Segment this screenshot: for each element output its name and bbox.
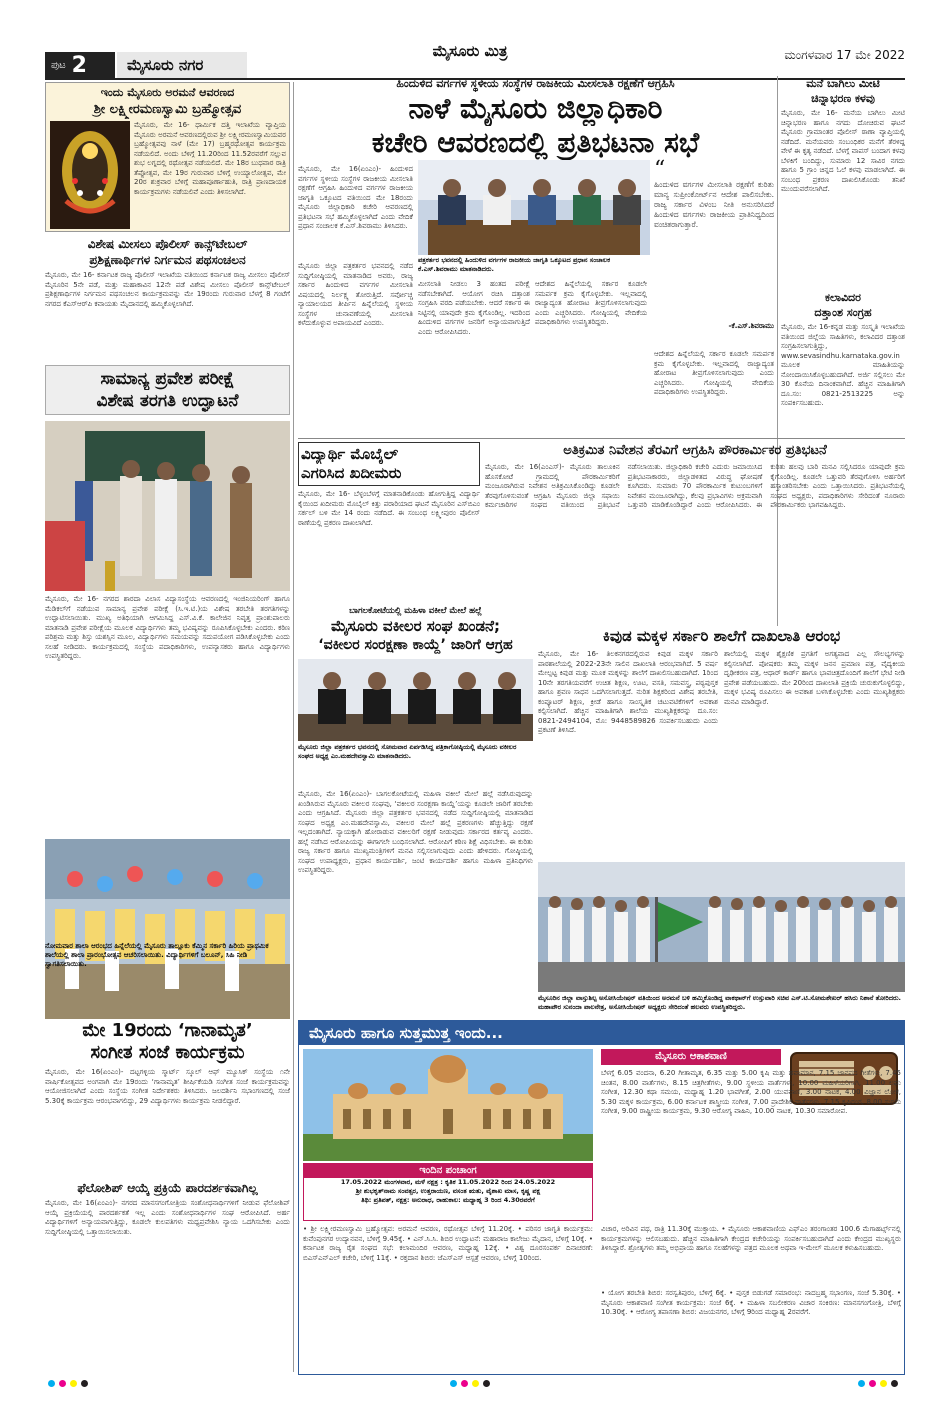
lead-body-3: ಮೀಸಲಾತಿ ನೀಡಲು 3 ಹಂತದ ಪರೀಕ್ಷೆ ನಡೆಸಬೇಕಾಗಿದೆ. ಆಯೋಗ ರಚಿಸಿ ದತ್ತಾಂಶ ಸಂಗ್ರಹಿಸಿ ವರದಿ ಪಡೆಯಬೇಕು. ಆದರೆ ಸರ್ಕಾರ ಈ ನಿಟ್ಟಿನಲ್ಲಿ ಯಾವುದೇ ಕ್ರಮ ಕೈಗೊಂಡಿಲ್ಲ. ಇದರಿಂದ ಹಿಂದುಳಿದ ವರ್ಗಗಳ ಜನರಿಗೆ ಅನ್ಯಾಯವಾಗುತ್ತಿದೆ ಎಂದು ಆರೋಪಿಸಿದರು. bbox=[418, 280, 530, 336]
dot-yellow bbox=[880, 1380, 887, 1387]
temple-kicker: ಇಂದು ಮೈಸೂರು ಅರಮನೆ ಆವರಣದ bbox=[100, 86, 235, 99]
admission-body-2: ಶಾಲೆಯಲ್ಲಿ ಮಕ್ಕಳ ಶೈಕ್ಷಣಿಕ ಪ್ರಗತಿಗೆ ಅಗತ್ಯವಾದ ಎಲ್ಲ ಸೌಲಭ್ಯಗಳನ್ನು ಕಲ್ಪಿಸಲಾಗಿದೆ. ಪೋಷಕರು ತಮ್ಮ ಮಕ್ಕಳ ಜನನ ಪ್ರಮಾಣ ಪತ್ರ, ವೈದ್ಯಕೀಯ ದೃಢೀಕರಣ ಪತ್ರ, ಆಧಾರ್ ಕಾರ್ಡ್ ಹಾಗೂ ಭಾವಚಿತ್ರದೊಂದಿಗೆ ಶಾಲೆಗೆ ಭೇಟಿ ನೀಡಿ ಪ್ರವೇಶ ಪಡೆಯಬಹುದು. ಮೇ 20ರಿಂದ ದಾಖಲಾತಿ ಪ್ರಕ್ರಿಯೆ ಚುರುಕುಗೊಳ್ಳಲಿದ್ದು, ಮಕ್ಕಳ ಭವಿಷ್ಯ ರೂಪಿಸಲು ಈ ಅವಕಾಶ ಬಳಸಿಕೊಳ್ಳಬೇಕು ಎಂದು ಮುಖ್ಯಶಿಕ್ಷಕರು ಮನವಿ ಮಾಡಿದ್ದಾರೆ. bbox=[724, 650, 905, 706]
lawyers-photo bbox=[298, 659, 533, 741]
temple-story bbox=[45, 82, 290, 232]
dot-cyan bbox=[450, 1380, 457, 1387]
music-story bbox=[45, 1020, 290, 1270]
radio-banner: ಮೈಸೂರು ಆಕಾಶವಾಣಿ bbox=[601, 1049, 781, 1065]
lawyers-kicker: ಬಾಗಲಕೋಟೆಯಲ್ಲಿ ಮಹಿಳಾ ವಕೀಲೆ ಮೇಲೆ ಹಲ್ಲೆ bbox=[349, 606, 482, 616]
panchanga-title: ಇಂದಿನ ಪಂಚಾಂಗ bbox=[304, 1164, 592, 1178]
police-body: ಮೈಸೂರು, ಮೇ 16- ಕರ್ನಾಟಕ ರಾಜ್ಯ ಪೊಲೀಸ್ ಇಲಾಖೆಯ ವತಿಯಿಂದ ಕರ್ನಾಟಕ ರಾಜ್ಯ ಮೀಸಲು ಪೊಲೀಸ್ ಮೈಸೂರಿನ 5ನೇ ಪಡೆ, ಮತ್ತು ಮಹಾಕಾವಿನ 12ನೇ ಪಡೆ ವಿಶೇಷ ಮೀಸಲು ಪೊಲೀಸ್ ಕಾನ್ಸ್‌ಟೇಬಲ್ ಪ್ರಶಿಕ್ಷಣಾರ್ಥಿಗಳ ನಿರ್ಗಮನ ಪಥಸಂಚಲನ ಕಾರ್ಯಕ್ರಮವನ್ನು ಮೇ 19ರಂದು ಗುರುವಾರ ಬೆಳಗ್ಗೆ 8 ಗಂಟೆಗೆ ನಗರದ ಕೆಎಸ್‌ಆರ್‌ಪಿ ಕವಾಯತು ಮೈದಾನದಲ್ಲಿ ಹಮ್ಮಿಕೊಳ್ಳಲಾಗಿದೆ. bbox=[45, 271, 290, 308]
pourakarmika-body: ಮೈಸೂರು, ಮೇ 16(ಎಂಎಸ್‌)- ಮೈಸೂರು ತಾಲೂಕಿನ ಹೊಸಕೋಟೆ ಗ್ರಾಮದಲ್ಲಿ ಪೌರಕಾರ್ಮಿಕರಿಗೆ ಮಂಜೂರಾಗಿರುವ ನಿವೇಶನ ಅತಿಕ್ರಮಿಸಿಕೊಂಡಿದ್ದು ಕೂಡಲೇ ತೆರವುಗೊಳಿಸುವಂತೆ ಆಗ್ರಹಿಸಿ ಮೈಸೂರು ಜಿಲ್ಲಾ ಸಫಾಯಿ ಕರ್ಮಚಾರಿಗಳ ಸಂಘದ ವತಿಯಿಂದ ಪ್ರತಿಭಟನೆ ನಡೆಸಲಾಯಿತು. ಜಿಲ್ಲಾಧಿಕಾರಿ ಕಚೇರಿ ಎದುರು ಜಮಾಯಿಸಿದ ಪ್ರತಿಭಟನಾಕಾರರು, ಜಿಲ್ಲಾಡಳಿತದ ವಿರುದ್ಧ ಘೋಷಣೆ ಕೂಗಿದರು. ಸುಮಾರು 70 ಪೌರಕಾರ್ಮಿಕ ಕುಟುಂಬಗಳಿಗೆ ನಿವೇಶನ ಮಂಜೂರಾಗಿದ್ದು, ಕೆಲವು ಪ್ರಭಾವಿಗಳು ಅಕ್ರಮವಾಗಿ ಒತ್ತುವರಿ ಮಾಡಿಕೊಂಡಿದ್ದಾರೆ ಎಂದು ಆರೋಪಿಸಿದರು. ಈ ಕುರಿತು ಹಲವು ಬಾರಿ ಮನವಿ ಸಲ್ಲಿಸಿದರೂ ಯಾವುದೇ ಕ್ರಮ ಕೈಗೊಂಡಿಲ್ಲ. ಕೂಡಲೇ ಒತ್ತುವರಿ ತೆರವುಗೊಳಿಸಿ ಅರ್ಹರಿಗೆ ಹಸ್ತಾಂತರಿಸಬೇಕು ಎಂದು ಒತ್ತಾಯಿಸಿದರು. ಪ್ರತಿಭಟನೆಯಲ್ಲಿ ಸಂಘದ ಅಧ್ಯಕ್ಷರು, ಪದಾಧಿಕಾರಿಗಳು ಸೇರಿದಂತೆ ನೂರಾರು ಪೌರಕಾರ್ಮಿಕರು ಭಾಗವಹಿಸಿದ್ದರು. bbox=[485, 463, 905, 509]
section-label: ಮೈಸೂರು ನಗರ bbox=[117, 52, 247, 78]
school-photo bbox=[45, 839, 290, 1019]
fellowship-headline: ಫೆಲೋಶಿಪ್ ಆಯ್ಕೆ ಪ್ರಕ್ರಿಯೆ ಪಾರದರ್ಶಕವಾಗಿಲ್ಲ bbox=[77, 1181, 258, 1195]
admission-headline: ಕಿವುಡ ಮಕ್ಕಳ ಸರ್ಕಾರಿ ಶಾಲೆಗೆ ದಾಖಲಾತಿ ಆರಂಭ bbox=[602, 627, 841, 645]
panchanga-line-3: ತಿಥಿ: ಪ್ರತಿಪತ್, ನಕ್ಷತ್ರ: ಅನುರಾಧ, ರಾಹುಕಾಲ: ಮಧ್ಯಾಹ್ನ 3 ರಿಂದ 4.30ರವರೆಗೆ bbox=[361, 1196, 535, 1204]
police-headline-2: ಪ್ರಶಿಕ್ಷಣಾರ್ಥಿಗಳ ನಿರ್ಗಮನ ಪಥಸಂಚಲನ bbox=[89, 253, 246, 267]
lawyers-headline-1: ಮೈಸೂರು ವಕೀಲರ ಸಂಘ ಖಂಡನೆ; bbox=[331, 617, 500, 635]
lawyers-headline-2: ‘ವಕೀಲರ ಸಂರಕ್ಷಣಾ ಕಾಯ್ದೆ’ ಜಾರಿಗೆ ಆಗ್ರಹ bbox=[318, 637, 513, 653]
lead-body-4: ಆದೇಶದ ಹಿನ್ನೆಲೆಯಲ್ಲಿ ಸರ್ಕಾರ ಕೂಡಲೇ ಸಮರ್ಪಕ ಕ್ರಮ ಕೈಗೊಳ್ಳಬೇಕು. ಇಲ್ಲವಾದಲ್ಲಿ ರಾಜ್ಯಾದ್ಯಂತ ಹೋರಾಟ ತೀವ್ರಗೊಳಿಸಲಾಗುವುದು ಎಂದು ಎಚ್ಚರಿಸಿದರು. ಗೋಷ್ಠಿಯಲ್ಲಿ ವೇದಿಕೆಯ ಪದಾಧಿಕಾರಿಗಳು ಉಪಸ್ಥಿತರಿದ್ದರು. bbox=[535, 280, 647, 326]
dot-black bbox=[891, 1380, 898, 1387]
lead-headline-2: ಕಚೇರಿ ಆವರಣದಲ್ಲಿ ಪ್ರತಿಭಟನಾ ಸಭೆ bbox=[371, 126, 700, 159]
artists-story bbox=[781, 290, 905, 425]
pourakarmika-headline: ಅತಿಕ್ರಮಿತ ನಿವೇಶನ ತೆರವಿಗೆ ಆಗ್ರಹಿಸಿ ಪೌರಕಾರ್ಮಿಕರ ಪ್ರತಿಭಟನೆ bbox=[563, 443, 827, 458]
exam-story bbox=[45, 365, 290, 1035]
dot-yellow bbox=[70, 1380, 77, 1387]
paper-name: ಮೈಸೂರು ಮಿತ್ರ bbox=[432, 42, 508, 60]
masthead bbox=[45, 42, 905, 78]
mobile-headline-2: ಎಗರಿಸಿದ ಖದೀಮರು bbox=[301, 464, 402, 482]
music-body: ಮೈಸೂರು, ಮೇ 16(ಏಂಎಂ)- ದಟ್ಟಗಳ್ಳಿಯ ಸ್ಮಾರ್ಟ್ ಸ್ಕೂಲ್ ಆಫ್ ಮ್ಯೂಸಿಕ್ ಸಂಸ್ಥೆಯ ೧ನೇ ವಾರ್ಷಿಕೋತ್ಸವದ ಅಂಗವಾಗಿ ಮೇ 19ರಂದು ‘ಗಾನಾಮೃತ’ ಶೀರ್ಷಿಕೆಯಡಿ ಸಂಗೀತ ಸಂಜೆ ಕಾರ್ಯಕ್ರಮವನ್ನು ಆಯೋಜಿಸಲಾಗಿದೆ ಎಂದು ಸಂಸ್ಥೆಯ ಸಂಗೀತ ನಿರ್ದೇಶಕರು ತಿಳಿಸಿದರು. ಜಲದರ್ಶಿನಿ ಸಭಾಂಗಣದಲ್ಲಿ ಸಂಜೆ 5.30ಕ್ಕೆ ಕಾರ್ಯಕ್ರಮ ಆರಂಭವಾಗಲಿದ್ದು, 29 ವಿದ್ಯಾರ್ಥಿಗಳು ಕಾರ್ಯಕ್ರಮ ನೀಡಲಿದ್ದಾರೆ. bbox=[45, 1068, 290, 1105]
lead-kicker: ಹಿಂದುಳಿದ ವರ್ಗಗಳ ಸ್ಥಳೀಯ ಸಂಸ್ಥೆಗಳ ರಾಜಕೀಯ ಮೀಸಲಾತಿ ರಕ್ಷಣೆಗೆ ಆಗ್ರಹಿಸಿ bbox=[396, 77, 675, 90]
events-right: • ಯೋಗ ತರಬೇತಿ ಶಿಬಿರ: ಸರಸ್ವತಿಪುರಂ, ಬೆಳಿಗ್ಗೆ 6ಕ್ಕೆ. • ಪುಸ್ತಕ ಬಿಡುಗಡೆ ಸಮಾರಂಭ: ನಾದಬ್ರಹ್ಮ ಸಭಾಂಗಣ, ಸಂಜೆ 5.30ಕ್ಕೆ. • ಮೈಸೂರು ಆಕಾಶವಾಣಿ ಸಂಗೀತ ಕಾರ್ಯಕ್ರಮ: ಸಂಜೆ 6ಕ್ಕೆ. • ಮಹಿಳಾ ಸಬಲೀಕರಣ ವಿಚಾರ ಸಂಕಿರಣ: ಮಾನಸಗಂಗೋತ್ರಿ, ಬೆಳಿಗ್ಗೆ 10.30ಕ್ಕೆ. • ಆರೋಗ್ಯ ತಪಾಸಣಾ ಶಿಬಿರ: ವಿಜಯನಗರ, ಬೆಳಿಗ್ಗೆ 9ರಿಂದ ಮಧ್ಯಾಹ್ನ 2ರವರೆಗೆ. bbox=[601, 1289, 901, 1316]
lead-body-1: ಮೈಸೂರು, ಮೇ 16(ಏಂಎಂ)- ಹಿಂದುಳಿದ ವರ್ಗಗಳ ಸ್ಥಳೀಯ ಸಂಸ್ಥೆಗಳ ರಾಜಕೀಯ ಮೀಸಲಾತಿ ರಕ್ಷಣೆಗೆ ಆಗ್ರಹಿಸಿ ಹಿಂದುಳಿದ ವರ್ಗಗಳ ರಾಜಕೀಯ ಜಾಗೃತಿ ಒಕ್ಕೂಟದ ವತಿಯಿಂದ ಮೇ 18ರಂದು ಮೈಸೂರು ಜಿಲ್ಲಾಧಿಕಾರಿ ಕಚೇರಿ ಆವರಣದಲ್ಲಿ ಪ್ರತಿಭಟನಾ ಸಭೆ ಹಮ್ಮಿಕೊಳ್ಳಲಾಗಿದೆ ಎಂದು ವೇದಿಕೆ ಪ್ರಧಾನ ಸಂಚಾಲಕ ಕೆ.ಎಸ್.ಶಿವರಾಮು ತಿಳಿಸಿದರು. bbox=[298, 165, 413, 230]
dot-yellow bbox=[472, 1380, 479, 1387]
registration-dots-right bbox=[858, 1380, 898, 1387]
police-headline-1: ವಿಶೇಷ ಮೀಸಲು ಪೊಲೀಸ್ ಕಾನ್ಸ್‌ಟೇಬಲ್ bbox=[87, 237, 248, 251]
artists-body: ಮೈಸೂರು, ಮೇ 16-ಕನ್ನಡ ಮತ್ತು ಸಂಸ್ಕೃತಿ ಇಲಾಖೆಯ ವತಿಯಿಂದ ಜಿಲ್ಲೆಯ ಸಾಹಿತಿಗಳು, ಕಲಾವಿದರ ದತ್ತಾಂಶ ಸಂಗ್ರಹಿಸಲಾಗುತ್ತಿದ್ದು, www.sevasindhu.karnataka.gov.in ಮೂಲಕ ಮಾಹಿತಿಯನ್ನು ನೋಂದಾಯಿಸಿಕೊಳ್ಳಬಹುದಾಗಿದೆ. ಅರ್ಜಿ ಸಲ್ಲಿಸಲು ಮೇ 30 ಕೊನೆಯ ದಿನಾಂಕವಾಗಿದೆ. ಹೆಚ್ಚಿನ ಮಾಹಿತಿಗಾಗಿ ದೂ.ಸಂ: 0821-2513225 ಅನ್ನು ಸಂಪರ್ಕಿಸಬಹುದು. bbox=[781, 323, 905, 407]
dot-magenta bbox=[869, 1380, 876, 1387]
column-divider-left bbox=[293, 82, 294, 1372]
dot-cyan bbox=[48, 1380, 55, 1387]
panchanga-line-2: ಶ್ರೀ ಶುಭಕೃತ್‌ನಾಮ ಸಂವತ್ಸರ, ಉತ್ತರಾಯಣ, ವಸಂತ ಋತು, ವೈಶಾಖ ಮಾಸ, ಕೃಷ್ಣ ಪಕ್ಷ bbox=[355, 1187, 541, 1195]
page-label: ಪುಟ bbox=[51, 59, 66, 71]
registration-dots-left bbox=[48, 1380, 88, 1387]
panchanga-line-1: 17.05.2022 ಮಂಗಳವಾರ, ಮಳೆ ನಕ್ಷತ್ರ : ಕೃತಿಕ 11.05.2022 ರಿಂದ 24.05.2022 bbox=[340, 1178, 556, 1186]
bangle-headline-2: ಚಿನ್ನಾಭರಣ ಕಳವು bbox=[811, 92, 875, 105]
lead-quote-box bbox=[654, 157, 774, 340]
dot-magenta bbox=[59, 1380, 66, 1387]
marathon-caption: ಮೈಸೂರಿನ ಜಿಲ್ಲಾ ವಾಸ್ತುಶಿಲ್ಪ ಅಸೋಸಿಯೇಷನ್ ವತಿಯಿಂದ ಅರಮನೆ ಬಳಿ ಹಮ್ಮಿಕೊಂಡಿದ್ದ ವಾಕಥಾನ್‌ಗೆ ಉಸ್ತುವಾರಿ ಸಚಿವ ಎಸ್.ಟಿ.ಸೋಮಶೇಖರ್ ಹಸಿರು ನಿಶಾನೆ ತೋರಿದರು. ಮಹಾಪೌರ ಸುನಂದಾ ಪಾಲನೇತ್ರ, ಅಸೋಸಿಯೇಷನ್ ಅಧ್ಯಕ್ಷರು ಸೇರಿದಂತೆ ಹಲವರು ಉಪಸ್ಥಿತರಿದ್ದರು. bbox=[538, 994, 901, 1011]
lead-photo-caption: ಪತ್ರಕರ್ತರ ಭವನದಲ್ಲಿ ಹಿಂದುಳಿದ ವರ್ಗಗಳ ರಾಜಕೀಯ ಜಾಗೃತಿ ಒಕ್ಕೂಟದ ಪ್ರಧಾನ ಸಂಚಾಲಕ ಕೆ.ಎಸ್.ಶಿವರಾಮು ಮಾತನಾಡಿದರು. bbox=[418, 256, 610, 273]
police-story bbox=[45, 236, 290, 361]
temple-body: ಮೈಸೂರು, ಮೇ 16- ಧಾರ್ಮಿಕ ದತ್ತಿ ಇಲಾಖೆಯ ವ್ಯಾಪ್ತಿಯ ಮೈಸೂರು ಅರಮನೆ ಆವರಣದಲ್ಲಿರುವ ಶ್ರೀ ಲಕ್ಷ್ಮೀರಮಣಸ್ವಾಮಿಯವರ ಬ್ರಹ್ಮೋತ್ಸವವು ನಾಳೆ (ಮೇ 17) ಬ್ರಹ್ಮರಥೋತ್ಸವ ಕಾರ್ಯಕ್ರಮ ನಡೆಯಲಿದೆ. ಅಂದು ಬೆಳಿಗ್ಗೆ 11.20ರಿಂದ 11.52ರವರೆಗೆ ಸಲ್ಲುವ ಶುಭ ಲಗ್ನದಲ್ಲಿ ರಥೋತ್ಸವ ನಡೆಯಲಿದೆ. ಮೇ 18ರ ಬುಧವಾರ ರಾತ್ರಿ ತೆಪ್ಪೋತ್ಸವ, ಮೇ 19ರ ಗುರುವಾರ ಬೆಳಿಗ್ಗೆ ಉಯ್ಯಾಲೋತ್ಸವ, ಮೇ 20ರ ಶುಕ್ರವಾರ ಬೆಳಿಗ್ಗೆ ಮಹಾಪೂರ್ಣಾಹುತಿ, ರಾತ್ರಿ ಪ್ರಾಣದಾಯಕ ಕಾರ್ಯಕ್ರಮಗಳು ನಡೆಯಲಿವೆ ಎಂದು ತಿಳಿಸಲಾಗಿದೆ. bbox=[134, 121, 286, 196]
today-banner: ಮೈಸೂರು ಹಾಗೂ ಸುತ್ತಮುತ್ತ ಇಂದು... bbox=[299, 1021, 904, 1045]
admission-story bbox=[538, 626, 905, 861]
page-number: 2 bbox=[71, 52, 87, 78]
registration-dots-center bbox=[450, 1380, 490, 1387]
quote-mark-icon: “ bbox=[654, 157, 666, 182]
palace-photo bbox=[303, 1049, 593, 1161]
dot-black bbox=[483, 1380, 490, 1387]
temple-headline: ಶ್ರೀ ಲಕ್ಷ್ಮೀರಮಣಸ್ವಾಮಿ ಬ್ರಹ್ಮೋತ್ಸವ bbox=[93, 102, 242, 117]
exam-body: ಮೈಸೂರು, ಮೇ 16- ನಗರದ ಶಾರದಾ ವಿಲಾಸ ವಿದ್ಯಾಸಂಸ್ಥೆಯ ಆವರಣದಲ್ಲಿ ಇಂಜಿನಿಯರಿಂಗ್ ಹಾಗೂ ಮೆಡಿಕಲ್‌ಗೆ ನಡೆಯುವ ಸಾಮಾನ್ಯ ಪ್ರವೇಶ ಪರೀಕ್ಷೆ (ಸಿ.ಇ.ಟಿ.)ಯ ವಿಶೇಷ ತರಬೇತಿ ತರಗತಿಗಳನ್ನು ಉದ್ಘಾಟಿಸಲಾಯಿತು. ಮುಖ್ಯ ಅತಿಥಿಯಾಗಿ ಆಗಮಿಸಿದ್ದ ಎಸ್‌.ವಿ.ಕೆ. ಕಾಲೇಜಿನ ನಿವೃತ್ತ ಪ್ರಾಂಶುಪಾಲರು ಮಾತನಾಡಿ ಪ್ರವೇಶ ಪರೀಕ್ಷೆಯ ಮೂಲಕ ವಿದ್ಯಾರ್ಥಿಗಳು ತಮ್ಮ ಭವಿಷ್ಯವನ್ನು ರೂಪಿಸಿಕೊಳ್ಳಬೇಕು ಎಂದರು. ಕಠಿಣ ಪರಿಶ್ರಮ ಮತ್ತು ಶಿಸ್ತು ಯಶಸ್ಸಿನ ಮೂಲ, ವಿದ್ಯಾರ್ಥಿಗಳು ಸಮಯವನ್ನು ಸದುಪಯೋಗ ಪಡಿಸಿಕೊಳ್ಳಬೇಕು ಎಂದು ಸಲಹೆ ನೀಡಿದರು. ಕಾರ್ಯಕ್ರಮದಲ್ಲಿ ಸಂಸ್ಥೆಯ ಪದಾಧಿಕಾರಿಗಳು, ಉಪನ್ಯಾಸಕರು ಹಾಗೂ ವಿದ್ಯಾರ್ಥಿಗಳು ಉಪಸ್ಥಿತರಿದ್ದರು. bbox=[45, 595, 290, 660]
lead-headline-1: ನಾಳೆ ಮೈಸೂರು ಜಿಲ್ಲಾಧಿಕಾರಿ bbox=[408, 92, 663, 125]
lead-body-continued bbox=[654, 350, 774, 435]
mobile-body: ಮೈಸೂರು, ಮೇ 16- ಬೆಳ್ಳಂಬೆಳಗ್ಗೆ ಮಾತನಾಡಿಕೊಂಡು ಹೋಗುತ್ತಿದ್ದ ವಿದ್ಯಾರ್ಥಿ ಕೈಯಿಂದ ಖದೀಮರು ಮೊಬೈಲ್ ಕಿತ್ತು ಪರಾರಿಯಾದ ಘಟನೆ ಮೈಸೂರಿನ ಎಸ್‌ಬಿಎಂ ಸರ್ಕಲ್ ಬಳಿ ಮೇ 14 ರಂದು ನಡೆದಿದೆ. ಈ ಸಂಬಂಧ ಲಕ್ಷ್ಮೀಪುರಂ ಪೊಲೀಸ್ ಠಾಣೆಯಲ್ಲಿ ಪ್ರಕರಣ ದಾಖಲಾಗಿದೆ. bbox=[298, 490, 480, 527]
marathon-photo bbox=[538, 862, 905, 992]
dot-magenta bbox=[461, 1380, 468, 1387]
dot-cyan bbox=[858, 1380, 865, 1387]
artists-headline-2: ದತ್ತಾಂಶ ಸಂಗ್ರಹ bbox=[814, 306, 872, 319]
mobile-story bbox=[298, 442, 480, 602]
lead-photo bbox=[418, 160, 650, 255]
radio-body-2: ವಿಚಾರ, ಅರಿವಿನ ಪಥ, ರಾತ್ರಿ 11.30ಕ್ಕೆ ಮುಕ್ತಾಯ. • ಮೈಸೂರು ಆಕಾಶವಾಣಿಯ ಎಫ್‌ಎಂ ತರಂಗಾಂತರ 100.6 ಮೆಗಾಹರ್ಟ್ಸ್‌ನಲ್ಲಿ ಕಾರ್ಯಕ್ರಮಗಳನ್ನು ಆಲಿಸಬಹುದು. ಹೆಚ್ಚಿನ ಮಾಹಿತಿಗಾಗಿ ಕೇಂದ್ರದ ಕಚೇರಿಯನ್ನು ಸಂಪರ್ಕಿಸಬಹುದಾಗಿದೆ ಎಂದು ಕೇಂದ್ರದ ಮುಖ್ಯಸ್ಥರು ತಿಳಿಸಿದ್ದಾರೆ. ಶ್ರೋತೃಗಳು ತಮ್ಮ ಅಭಿಪ್ರಾಯ ಹಾಗೂ ಸಲಹೆಗಳನ್ನು ಪತ್ರದ ಮೂಲಕ ಅಥವಾ ಇ-ಮೇಲ್ ಮೂಲಕ ಕಳುಹಿಸಬಹುದು. bbox=[601, 1225, 901, 1252]
exam-headline-box bbox=[45, 365, 290, 415]
lawyers-caption: ಮೈಸೂರು ಜಿಲ್ಲಾ ಪತ್ರಕರ್ತರ ಭವನದಲ್ಲಿ ಸೋಮವಾರ ಏರ್ಪಡಿಸಿದ್ದ ಪತ್ರಿಕಾಗೋಷ್ಠಿಯಲ್ಲಿ ಮೈಸೂರು ವಕೀಲರ ಸಂಘದ ಅಧ್ಯಕ್ಷ ಎಂ.ಮಹದೇವಸ್ವಾಮಿ ಮಾತನಾಡಿದರು. bbox=[298, 743, 517, 760]
mobile-headline-box bbox=[298, 442, 480, 486]
exam-photo bbox=[45, 421, 290, 591]
bangle-headline-1: ಮನೆ ಬಾಗಿಲು ಮೀಟಿ bbox=[806, 77, 880, 90]
lead-body-4-dup: ಆದೇಶದ ಹಿನ್ನೆಲೆಯಲ್ಲಿ ಸರ್ಕಾರ ಕೂಡಲೇ ಸಮರ್ಪಕ ಕ್ರಮ ಕೈಗೊಳ್ಳಬೇಕು. ಇಲ್ಲವಾದಲ್ಲಿ ರಾಜ್ಯಾದ್ಯಂತ ಹೋರಾಟ ತೀವ್ರಗೊಳಿಸಲಾಗುವುದು ಎಂದು ಎಚ್ಚರಿಸಿದರು. ಗೋಷ್ಠಿಯಲ್ಲಿ ವೇದಿಕೆಯ ಪದಾಧಿಕಾರಿಗಳು ಉಪಸ್ಥಿತರಿದ್ದರು. bbox=[654, 350, 774, 396]
mobile-headline-1: ವಿದ್ಯಾರ್ಥಿ ಮೊಬೈಲ್ bbox=[301, 445, 399, 463]
school-caption: ನೋಮವಾರ ಶಾಲಾ ಆರಂಭದ ಹಿನ್ನೆಲೆಯಲ್ಲಿ ಮೈಸೂರು ತಾಲ್ಲೂಕು ಕೆಮ್ಮಿನ ಸರ್ಕಾರಿ ಹಿರಿಯ ಪ್ರಾಥಮಿಕ ಶಾಲೆಯಲ್ಲಿ ಶಾಲಾ ಪ್ರಾರಂಭೋತ್ಸವ ಆಚರಿಸಲಾಯಿತು. ವಿದ್ಯಾರ್ಥಿಗಳಿಗೆ ಬಲೂನ್, ಸಿಹಿ ನೀಡಿ ಸ್ವಾಗತಿಸಲಾಯಿತು. bbox=[45, 942, 269, 968]
music-headline-1: ಮೇ 19ರಂದು ‘ಗಾನಾಮೃತ’ bbox=[82, 1020, 253, 1041]
artists-headline-1: ಕಲಾವಿದರ bbox=[825, 291, 861, 304]
events-left: • ಶ್ರೀ ಲಕ್ಷ್ಮೀರಮಣಸ್ವಾಮಿ ಬ್ರಹ್ಮೋತ್ಸವ: ಅರಮನೆ ಆವರಣ, ರಥೋತ್ಸವ ಬೆಳಿಗ್ಗೆ 11.20ಕ್ಕೆ. • ಪರಿಸರ ಜಾಗೃತಿ ಕಾರ್ಯಕ್ರಮ: ಕುವೆಂಪುನಗರ ಉದ್ಯಾನವನ, ಬೆಳಿಗ್ಗೆ 9.45ಕ್ಕೆ. • ಎನ್.ಸಿ.ಸಿ. ಶಿಬಿರ ಉದ್ಘಾಟನೆ: ಮಹಾರಾಜ ಕಾಲೇಜು ಮೈದಾನ, ಬೆಳಿಗ್ಗೆ 10ಕ್ಕೆ. • ಕರ್ನಾಟಕ ರಾಜ್ಯ ರೈತ ಸಂಘದ ಸಭೆ: ಕಲಾಮಂದಿರ ಆವರಣ, ಮಧ್ಯಾಹ್ನ 12ಕ್ಕೆ. • ವಿಶ್ವ ದೂರಸಂಪರ್ಕ ದಿನಾಚರಣೆ: ಬಿಎಸ್‌ಎನ್‌ಎಲ್ ಕಚೇರಿ, ಬೆಳಿಗ್ಗೆ 11ಕ್ಕೆ. • ರಕ್ತದಾನ ಶಿಬಿರ: ಜೆಎಸ್‌ಎಸ್ ಆಸ್ಪತ್ರೆ ಆವರಣ, ಬೆಳಿಗ್ಗೆ 10ರಿಂದ. bbox=[303, 1225, 593, 1262]
issue-date: ಮಂಗಳವಾರ 17 ಮೇ 2022 bbox=[784, 48, 905, 62]
lead-body-2: ಮೈಸೂರು ಜಿಲ್ಲಾ ಪತ್ರಕರ್ತರ ಭವನದಲ್ಲಿ ನಡೆದ ಸುದ್ದಿಗೋಷ್ಠಿಯಲ್ಲಿ ಮಾತನಾಡಿದ ಅವರು, ರಾಜ್ಯ ಸರ್ಕಾರ ಹಿಂದುಳಿದ ವರ್ಗಗಳ ಮೀಸಲಾತಿ ವಿಷಯದಲ್ಲಿ ನಿರ್ಲಕ್ಷ್ಯ ತೋರುತ್ತಿದೆ. ಸರ್ವೋಚ್ಚ ನ್ಯಾಯಾಲಯದ ತೀರ್ಪಿನ ಹಿನ್ನೆಲೆಯಲ್ಲಿ ಸ್ಥಳೀಯ ಸಂಸ್ಥೆಗಳ ಚುನಾವಣೆಯಲ್ಲಿ ಮೀಸಲಾತಿ ಕಳೆದುಕೊಳ್ಳುವ ಅಪಾಯವಿದೆ ಎಂದರು. bbox=[298, 262, 413, 327]
dot-black bbox=[81, 1380, 88, 1387]
pourakarmika-story bbox=[485, 442, 905, 622]
today-panel bbox=[298, 1020, 905, 1375]
lawyers-body: ಮೈಸೂರು, ಮೇ 16(ಏಂಎಂ)- ಬಾಗಲಕೋಟೆಯಲ್ಲಿ ಮಹಿಳಾ ವಕೀಲೆ ಮೇಲೆ ಹಲ್ಲೆ ನಡೆಸಿರುವುದನ್ನು ಖಂಡಿಸಿರುವ ಮೈಸೂರು ವಕೀಲರ ಸಂಘವು, ‘ವಕೀಲರ ಸಂರಕ್ಷಣಾ ಕಾಯ್ದೆ’ಯನ್ನು ಕೂಡಲೇ ಜಾರಿಗೆ ತರಬೇಕು ಎಂದು ಆಗ್ರಹಿಸಿದೆ. ಮೈಸೂರು ಜಿಲ್ಲಾ ಪತ್ರಕರ್ತರ ಭವನದಲ್ಲಿ ನಡೆದ ಸುದ್ದಿಗೋಷ್ಠಿಯಲ್ಲಿ ಮಾತನಾಡಿದ ಸಂಘದ ಅಧ್ಯಕ್ಷ ಎಂ.ಮಹದೇವಸ್ವಾಮಿ, ವಕೀಲರ ಮೇಲೆ ಹಲ್ಲೆ ಪ್ರಕರಣಗಳು ಹೆಚ್ಚುತ್ತಿದ್ದು ರಕ್ಷಣೆ ಇಲ್ಲದಂತಾಗಿದೆ. ನ್ಯಾಯಕ್ಕಾಗಿ ಹೋರಾಡುವ ವಕೀಲರಿಗೆ ರಕ್ಷಣೆ ನೀಡುವುದು ಸರ್ಕಾರದ ಕರ್ತವ್ಯ ಎಂದರು. ಹಲ್ಲೆ ನಡೆಸಿದ ಆರೋಪಿಯನ್ನು ಈಗಾಗಲೇ ಬಂಧಿಸಲಾಗಿದೆ. ಆರೋಪಿಗೆ ಕಠಿಣ ಶಿಕ್ಷೆ ವಿಧಿಸಬೇಕು. ಈ ಕುರಿತು ರಾಜ್ಯ ಸರ್ಕಾರ ಹಾಗೂ ಮುಖ್ಯಮಂತ್ರಿಗಳಿಗೆ ಮನವಿ ಸಲ್ಲಿಸಲಾಗುವುದು ಎಂದು ಹೇಳಿದರು. ಗೋಷ್ಠಿಯಲ್ಲಿ ಸಂಘದ ಉಪಾಧ್ಯಕ್ಷರು, ಪ್ರಧಾನ ಕಾರ್ಯದರ್ಶಿ, ಜಂಟಿ ಕಾರ್ಯದರ್ಶಿ ಹಾಗೂ ಮಹಿಳಾ ಪ್ರತಿನಿಧಿಗಳು ಉಪಸ್ಥಿತರಿದ್ದರು. bbox=[298, 790, 533, 874]
bangle-body: ಮೈಸೂರು, ಮೇ 16- ಮನೆಯ ಬಾಗಿಲು ಮೀಟಿ ಚಿನ್ನಾಭರಣ ಹಾಗೂ ನಗದು ದೋಚಿರುವ ಘಟನೆ ಮೈಸೂರು ಗ್ರಾಮಾಂತರ ಪೊಲೀಸ್ ಠಾಣಾ ವ್ಯಾಪ್ತಿಯಲ್ಲಿ ನಡೆದಿದೆ. ಮನೆಯವರು ಸಂಬಂಧಿಕರ ಮನೆಗೆ ತೆರಳಿದ್ದ ವೇಳೆ ಈ ಕೃತ್ಯ ನಡೆದಿದೆ. ಬೆಳಗ್ಗೆ ವಾಪಸ್ ಬಂದಾಗ ಕಳವು ಬೆಳಕಿಗೆ ಬಂದಿದ್ದು, ಸುಮಾರು 12 ಸಾವಿರ ನಗದು ಹಾಗೂ 5 ಗ್ರಾಂ ಚಿನ್ನದ ಓಲೆ ಕಳವು ಮಾಡಲಾಗಿದೆ. ಈ ಸಂಬಂಧ ಪ್ರಕರಣ ದಾಖಲಿಸಿಕೊಂಡು ತನಿಖೆ ಮುಂದುವರೆಸಲಾಗಿದೆ. bbox=[781, 109, 905, 193]
temple-photo bbox=[50, 121, 130, 229]
admission-body: ಮೈಸೂರು, ಮೇ 16- ತಿಲಕನಗರದಲ್ಲಿರುವ ಕಿವುಡ ಮಕ್ಕಳ ಸರ್ಕಾರಿ ಪಾಠಶಾಲೆಯಲ್ಲಿ 2022-23ನೇ ಸಾಲಿನ ದಾಖಲಾತಿ ಆರಂಭವಾಗಿದೆ. 5 ವರ್ಷ ಮೇಲ್ಪಟ್ಟ ಕಿವುಡ ಮತ್ತು ಮೂಕ ಮಕ್ಕಳನ್ನು ಶಾಲೆಗೆ ದಾಖಲಿಸಬಹುದಾಗಿದೆ. 1ರಿಂದ 10ನೇ ತರಗತಿಯವರೆಗೆ ಉಚಿತ ಶಿಕ್ಷಣ, ಊಟ, ವಸತಿ, ಸಮವಸ್ತ್ರ, ಪಠ್ಯಪುಸ್ತಕ ಹಾಗೂ ಶ್ರವಣ ಸಾಧನ ಒದಗಿಸಲಾಗುತ್ತದೆ. ನುರಿತ ಶಿಕ್ಷಕರಿಂದ ವಿಶೇಷ ತರಬೇತಿ, ಕಂಪ್ಯೂಟರ್ ಶಿಕ್ಷಣ, ಕ್ರೀಡೆ ಹಾಗೂ ಸಾಂಸ್ಕೃತಿಕ ಚಟುವಟಿಕೆಗಳಿಗೆ ಅವಕಾಶ ಕಲ್ಪಿಸಲಾಗಿದೆ. ಹೆಚ್ಚಿನ ಮಾಹಿತಿಗಾಗಿ ಶಾಲೆಯ ಮುಖ್ಯಶಿಕ್ಷಕರನ್ನು ದೂ.ಸಂ: 0821-2494104, ಮೊ: 9448589826 ಸಂಪರ್ಕಿಸಬಹುದು ಎಂದು ಪ್ರಕಟಣೆ ತಿಳಿಸಿದೆ. bbox=[538, 650, 718, 734]
page-number-badge bbox=[45, 52, 115, 78]
exam-headline-2: ವಿಶೇಷ ತರಗತಿ ಉದ್ಘಾಟನೆ bbox=[96, 391, 239, 411]
radio-body: ಬೆಳಗ್ಗೆ 6.05 ವಂದನಾ, 6.20 ಗೀತಾಮೃತ, 6.35 ಮತ್ತು 5.00 ಕೃಷಿ ಮತ್ತು ಹವಾಮಾನ, 7.15 ಜಾನಪದ ಗೀತೆಗಳು, 7.45 ಚಿಂತನ, 8.00 ವಾರ್ತೆಗಳು, 8.15 ಚಿತ್ರಗೀತೆಗಳು, 9.00 ಸ್ಥಳೀಯ ವಾರ್ತೆಗಳು, 10.00 ಮಹಿಳೆಯರಿಗಾಗಿ, 11.00 ಲಘು ಸಂಗೀತ, 12.30 ಕಥಾ ಸಮಯ, ಮಧ್ಯಾಹ್ನ 1.20 ಭಾವಗೀತೆ, 2.00 ಯುವವಾಣಿ, 3.00 ನಾಟಕ, 4.00 ವಿಜ್ಞಾನ ಲೋಕ, 5.30 ಮಕ್ಕಳ ಕಾರ್ಯಕ್ರಮ, 6.00 ಕರ್ನಾಟಕ ಶಾಸ್ತ್ರೀಯ ಸಂಗೀತ, 7.00 ಪ್ರಾದೇಶಿಕ ವಾರ್ತೆಗಳು, 7.15 ಕೃಷಿರಂಗ, 8.00 ಸುಗಮ ಸಂಗೀತ, 9.00 ರಾಷ್ಟ್ರೀಯ ಕಾರ್ಯಕ್ರಮ, 9.30 ಆರೋಗ್ಯ ವಾಹಿನಿ, 10.00 ನಾಟಕ, 10.30 ಸಮಾರೋಪ. bbox=[601, 1069, 901, 1115]
panchanga-box bbox=[303, 1163, 593, 1221]
exam-headline-1: ಸಾಮಾನ್ಯ ಪ್ರವೇಶ ಪರೀಕ್ಷೆ bbox=[100, 369, 235, 389]
music-headline-2: ಸಂಗೀತ ಸಂಜೆ ಕಾರ್ಯಕ್ರಮ bbox=[90, 1042, 245, 1063]
fellowship-body: ಮೈಸೂರು, ಮೇ 16(ಏಂಎಂ)- ನಗರದ ಮಾನಸಗಂಗೋತ್ರಿಯ ಸಂಶೋಧನಾರ್ಥಿಗಳಿಗೆ ನೀಡುವ ಫೆಲೋಶಿಪ್ ಆಯ್ಕೆ ಪ್ರಕ್ರಿಯೆಯಲ್ಲಿ ಪಾರದರ್ಶಕತೆ ಇಲ್ಲ ಎಂದು ಸಂಶೋಧನಾರ್ಥಿಗಳ ಸಂಘ ಆರೋಪಿಸಿದೆ. ಅರ್ಹ ವಿದ್ಯಾರ್ಥಿಗಳಿಗೆ ಅನ್ಯಾಯವಾಗುತ್ತಿದ್ದು, ಕೂಡಲೇ ಕುಲಪತಿಗಳು ಮಧ್ಯಪ್ರವೇಶಿಸಿ ನ್ಯಾಯ ಒದಗಿಸಬೇಕು ಎಂದು ಸುದ್ದಿಗೋಷ್ಠಿಯಲ್ಲಿ ಒತ್ತಾಯಿಸಲಾಯಿತು. bbox=[45, 1199, 290, 1236]
lead-quote-author: -ಕೆ.ಎಸ್.ಶಿವರಾಮು bbox=[728, 322, 774, 330]
lead-quote: ಹಿಂದುಳಿದ ವರ್ಗಗಳ ಮೀಸಲಾತಿ ರಕ್ಷಣೆಗೆ ಕುರಿತು ಮಾನ್ಯ ಸುಪ್ರೀಂಕೋರ್ಟ್‌ನ ಆದೇಶ ಪಾಲಿಸಬೇಕು. ರಾಜ್ಯ ಸರ್ಕಾರ ವಿಳಂಬ ನೀತಿ ಅನುಸರಿಸಿದರೆ ಹಿಂದುಳಿದ ವರ್ಗಗಳು ರಾಜಕೀಯ ಪ್ರಾತಿನಿಧ್ಯದಿಂದ ವಂಚಿತರಾಗುತ್ತಾರೆ. bbox=[654, 180, 774, 229]
lead-bottom-rule bbox=[298, 438, 905, 439]
